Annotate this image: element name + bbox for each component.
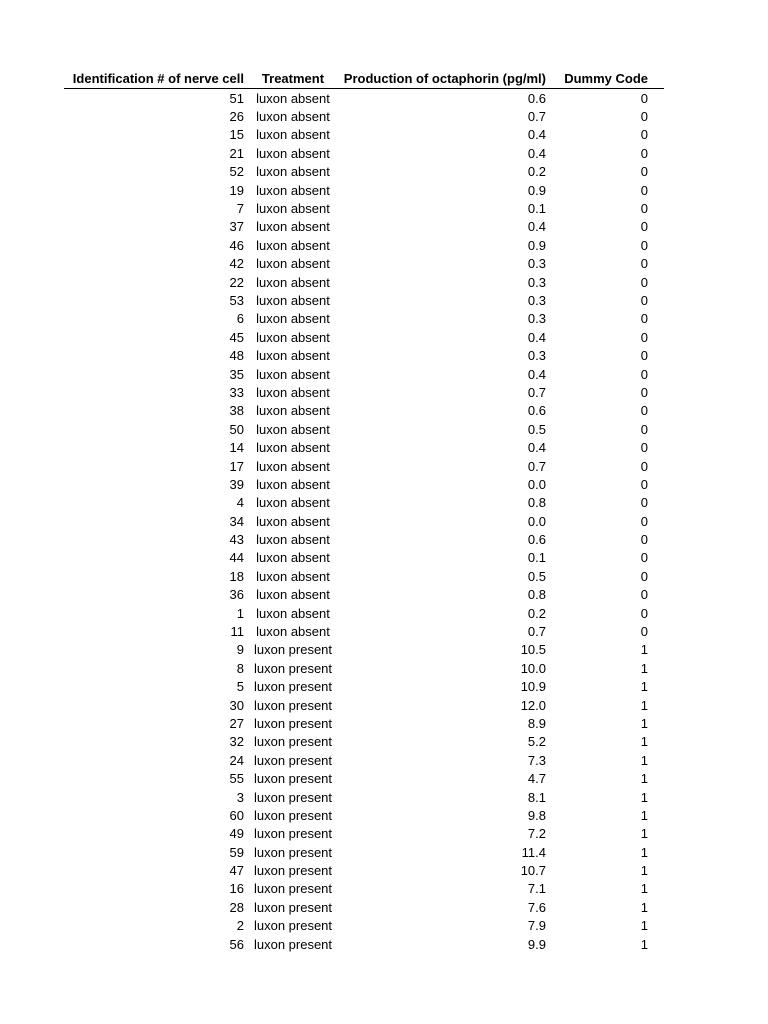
table-row (64, 604, 664, 622)
cell-treatment: luxon present (253, 642, 333, 658)
cell-treatment: luxon present (253, 807, 333, 823)
cell-dummy-code: 1 (640, 679, 648, 695)
table-header-row (64, 68, 664, 89)
cell-dummy-code: 0 (640, 403, 648, 419)
cell-dummy-code: 1 (640, 771, 648, 787)
cell-dummy-code: 1 (640, 642, 648, 658)
cell-production: 0.7 (527, 624, 546, 640)
cell-treatment: luxon absent (256, 127, 330, 143)
cell-dummy-code: 0 (640, 274, 648, 290)
cell-production: 0.3 (527, 256, 546, 272)
cell-id: 8 (236, 660, 244, 676)
cell-treatment: luxon present (253, 697, 333, 713)
table-row (64, 641, 664, 659)
cell-dummy-code: 0 (640, 476, 648, 492)
cell-production: 8.1 (527, 789, 546, 805)
cell-production: 0.9 (527, 237, 546, 253)
cell-production: 0.3 (527, 348, 546, 364)
cell-id: 4 (236, 495, 244, 511)
table-row (64, 255, 664, 273)
table-row (64, 438, 664, 456)
cell-dummy-code: 1 (640, 807, 648, 823)
cell-production: 0.7 (527, 458, 546, 474)
cell-dummy-code: 0 (640, 109, 648, 125)
cell-production: 10.5 (520, 642, 546, 658)
cell-treatment: luxon absent (256, 311, 330, 327)
cell-id: 52 (229, 164, 244, 180)
cell-production: 5.2 (527, 734, 546, 750)
cell-dummy-code: 0 (640, 384, 648, 400)
cell-dummy-code: 0 (640, 366, 648, 382)
cell-treatment: luxon present (253, 826, 333, 842)
table-row (64, 769, 664, 787)
cell-id: 5 (236, 679, 244, 695)
cell-production: 7.6 (527, 899, 546, 915)
cell-production: 0.1 (527, 201, 546, 217)
table-row (64, 714, 664, 732)
cell-id: 35 (229, 366, 244, 382)
table-row (64, 328, 664, 346)
table-row (64, 549, 664, 567)
cell-id: 50 (229, 421, 244, 437)
cell-dummy-code: 0 (640, 182, 648, 198)
cell-production: 0.2 (527, 164, 546, 180)
cell-id: 42 (229, 256, 244, 272)
cell-production: 0.5 (527, 568, 546, 584)
cell-dummy-code: 1 (640, 789, 648, 805)
cell-treatment: luxon absent (256, 237, 330, 253)
cell-treatment: luxon present (253, 789, 333, 805)
cell-production: 0.6 (527, 90, 546, 106)
cell-treatment: luxon absent (256, 421, 330, 437)
cell-production: 0.4 (527, 329, 546, 345)
cell-id: 11 (230, 624, 244, 640)
cell-id: 3 (236, 789, 244, 805)
cell-id: 27 (229, 715, 244, 731)
table-row (64, 806, 664, 824)
cell-production: 0.1 (527, 550, 546, 566)
cell-production: 0.8 (527, 587, 546, 603)
data-table (64, 68, 664, 953)
cell-dummy-code: 0 (640, 164, 648, 180)
cell-production: 9.9 (527, 936, 546, 952)
cell-id: 28 (229, 899, 244, 915)
cell-id: 49 (229, 826, 244, 842)
cell-treatment: luxon absent (256, 329, 330, 345)
cell-dummy-code: 0 (640, 624, 648, 640)
cell-treatment: luxon absent (256, 164, 330, 180)
cell-treatment: luxon absent (256, 348, 330, 364)
cell-production: 0.0 (527, 513, 546, 529)
table-row (64, 236, 664, 254)
table-row (64, 181, 664, 199)
table-row (64, 475, 664, 493)
cell-production: 0.2 (527, 605, 546, 621)
cell-production: 11.4 (521, 844, 546, 860)
cell-dummy-code: 1 (640, 752, 648, 768)
cell-dummy-code: 1 (640, 899, 648, 915)
cell-treatment: luxon absent (256, 292, 330, 308)
table-row (64, 733, 664, 751)
cell-dummy-code: 1 (640, 697, 648, 713)
table-row (64, 420, 664, 438)
cell-treatment: luxon present (253, 881, 333, 897)
cell-treatment: luxon present (253, 734, 333, 750)
cell-dummy-code: 1 (640, 660, 648, 676)
table-row (64, 825, 664, 843)
cell-dummy-code: 0 (640, 495, 648, 511)
cell-treatment: luxon absent (256, 458, 330, 474)
cell-treatment: luxon absent (256, 256, 330, 272)
cell-dummy-code: 0 (640, 329, 648, 345)
cell-production: 0.4 (527, 440, 546, 456)
cell-production: 0.4 (527, 145, 546, 161)
cell-dummy-code: 0 (640, 201, 648, 217)
cell-treatment: luxon absent (256, 366, 330, 382)
table-row (64, 659, 664, 677)
cell-dummy-code: 0 (640, 219, 648, 235)
cell-treatment: luxon absent (256, 532, 330, 548)
header-treatment: Treatment (261, 71, 325, 86)
table-row (64, 218, 664, 236)
cell-production: 12.0 (520, 697, 546, 713)
cell-production: 7.1 (527, 881, 546, 897)
cell-production: 10.9 (520, 679, 546, 695)
cell-id: 18 (229, 568, 244, 584)
table-row (64, 383, 664, 401)
table-row (64, 89, 664, 107)
header-id: Identification # of nerve cell (72, 71, 244, 86)
cell-id: 56 (229, 936, 244, 952)
cell-dummy-code: 1 (640, 734, 648, 750)
table-row (64, 199, 664, 217)
cell-treatment: luxon absent (256, 145, 330, 161)
cell-production: 0.0 (527, 476, 546, 492)
cell-treatment: luxon absent (256, 274, 330, 290)
cell-production: 7.3 (527, 752, 546, 768)
table-row (64, 586, 664, 604)
cell-production: 0.7 (527, 109, 546, 125)
table-row (64, 751, 664, 769)
table-row (64, 144, 664, 162)
cell-id: 1 (236, 605, 244, 621)
cell-treatment: luxon absent (256, 605, 330, 621)
cell-dummy-code: 0 (640, 237, 648, 253)
header-dummy-code: Dummy Code (564, 71, 648, 86)
cell-treatment: luxon absent (256, 495, 330, 511)
cell-id: 22 (229, 274, 244, 290)
cell-dummy-code: 0 (640, 145, 648, 161)
table-row (64, 457, 664, 475)
cell-production: 7.9 (527, 918, 546, 934)
cell-dummy-code: 0 (640, 127, 648, 143)
cell-id: 34 (229, 513, 244, 529)
cell-production: 7.2 (527, 826, 546, 842)
cell-treatment: luxon absent (256, 568, 330, 584)
cell-dummy-code: 0 (640, 458, 648, 474)
cell-treatment: luxon present (253, 771, 333, 787)
cell-id: 6 (236, 311, 244, 327)
table-row (64, 880, 664, 898)
table-row (64, 291, 664, 309)
cell-dummy-code: 1 (640, 826, 648, 842)
cell-treatment: luxon absent (256, 109, 330, 125)
table-row (64, 898, 664, 916)
cell-production: 0.6 (527, 532, 546, 548)
cell-treatment: luxon absent (256, 384, 330, 400)
table-row (64, 530, 664, 548)
cell-id: 51 (229, 90, 244, 106)
cell-dummy-code: 1 (640, 881, 648, 897)
cell-id: 24 (229, 752, 244, 768)
cell-production: 9.8 (527, 807, 546, 823)
cell-dummy-code: 0 (640, 90, 648, 106)
cell-id: 39 (229, 476, 244, 492)
cell-id: 45 (229, 329, 244, 345)
cell-id: 46 (229, 237, 244, 253)
table-row (64, 861, 664, 879)
table-row (64, 935, 664, 953)
cell-id: 7 (236, 201, 244, 217)
cell-id: 38 (229, 403, 244, 419)
cell-production: 0.3 (527, 311, 546, 327)
cell-dummy-code: 0 (640, 605, 648, 621)
cell-id: 59 (229, 844, 244, 860)
cell-production: 0.9 (527, 182, 546, 198)
cell-id: 47 (229, 863, 244, 879)
cell-treatment: luxon absent (256, 513, 330, 529)
cell-id: 9 (236, 642, 244, 658)
cell-dummy-code: 1 (640, 715, 648, 731)
cell-id: 44 (229, 550, 244, 566)
table-row (64, 346, 664, 364)
cell-id: 36 (229, 587, 244, 603)
cell-dummy-code: 0 (640, 587, 648, 603)
cell-treatment: luxon absent (256, 90, 330, 106)
header-production: Production of octaphorin (pg/ml) (343, 71, 546, 86)
cell-treatment: luxon absent (256, 219, 330, 235)
cell-id: 43 (229, 532, 244, 548)
table-row (64, 310, 664, 328)
cell-dummy-code: 1 (640, 844, 648, 860)
cell-dummy-code: 0 (640, 292, 648, 308)
cell-id: 17 (229, 458, 244, 474)
table-row (64, 622, 664, 640)
cell-treatment: luxon present (253, 936, 333, 952)
cell-id: 15 (229, 127, 244, 143)
cell-dummy-code: 0 (640, 311, 648, 327)
cell-id: 48 (229, 348, 244, 364)
cell-treatment: luxon present (253, 918, 333, 934)
cell-treatment: luxon present (253, 844, 333, 860)
cell-treatment: luxon absent (256, 182, 330, 198)
cell-treatment: luxon absent (256, 440, 330, 456)
cell-id: 21 (229, 145, 244, 161)
cell-production: 0.4 (527, 219, 546, 235)
cell-dummy-code: 1 (640, 918, 648, 934)
cell-dummy-code: 0 (640, 513, 648, 529)
table-row (64, 678, 664, 696)
cell-production: 0.7 (527, 384, 546, 400)
cell-dummy-code: 0 (640, 568, 648, 584)
cell-id: 37 (229, 219, 244, 235)
cell-dummy-code: 1 (640, 936, 648, 952)
cell-id: 16 (229, 881, 244, 897)
cell-treatment: luxon absent (256, 587, 330, 603)
cell-treatment: luxon absent (256, 201, 330, 217)
table-row (64, 696, 664, 714)
cell-treatment: luxon present (253, 660, 333, 676)
table-row (64, 273, 664, 291)
cell-id: 26 (229, 109, 244, 125)
cell-treatment: luxon absent (256, 624, 330, 640)
cell-id: 30 (229, 697, 244, 713)
cell-treatment: luxon absent (256, 550, 330, 566)
cell-treatment: luxon present (253, 715, 333, 731)
cell-production: 4.7 (527, 771, 546, 787)
cell-production: 0.3 (527, 274, 546, 290)
table-row (64, 107, 664, 125)
cell-id: 32 (229, 734, 244, 750)
cell-dummy-code: 0 (640, 550, 648, 566)
cell-id: 2 (236, 918, 244, 934)
table-body (64, 89, 664, 953)
table-row (64, 494, 664, 512)
table-row (64, 567, 664, 585)
cell-production: 10.7 (520, 863, 546, 879)
cell-treatment: luxon present (253, 899, 333, 915)
cell-production: 0.8 (527, 495, 546, 511)
cell-treatment: luxon present (253, 752, 333, 768)
cell-id: 14 (229, 440, 244, 456)
table-row (64, 365, 664, 383)
table-row (64, 843, 664, 861)
cell-id: 53 (229, 292, 244, 308)
cell-treatment: luxon absent (256, 403, 330, 419)
table-row (64, 512, 664, 530)
cell-dummy-code: 0 (640, 256, 648, 272)
cell-production: 0.4 (527, 127, 546, 143)
cell-dummy-code: 0 (640, 421, 648, 437)
cell-production: 8.9 (527, 715, 546, 731)
cell-dummy-code: 1 (640, 863, 648, 879)
cell-treatment: luxon present (253, 679, 333, 695)
cell-treatment: luxon present (253, 863, 333, 879)
cell-production: 0.5 (527, 421, 546, 437)
cell-treatment: luxon absent (256, 476, 330, 492)
table-row (64, 917, 664, 935)
table-row (64, 163, 664, 181)
cell-id: 55 (229, 771, 244, 787)
cell-production: 0.3 (527, 292, 546, 308)
cell-id: 33 (229, 384, 244, 400)
table-row (64, 402, 664, 420)
table-row (64, 126, 664, 144)
cell-dummy-code: 0 (640, 440, 648, 456)
cell-production: 0.6 (527, 403, 546, 419)
cell-id: 19 (229, 182, 244, 198)
table-row (64, 788, 664, 806)
cell-production: 0.4 (527, 366, 546, 382)
cell-dummy-code: 0 (640, 532, 648, 548)
cell-id: 60 (229, 807, 244, 823)
cell-production: 10.0 (520, 660, 546, 676)
cell-dummy-code: 0 (640, 348, 648, 364)
